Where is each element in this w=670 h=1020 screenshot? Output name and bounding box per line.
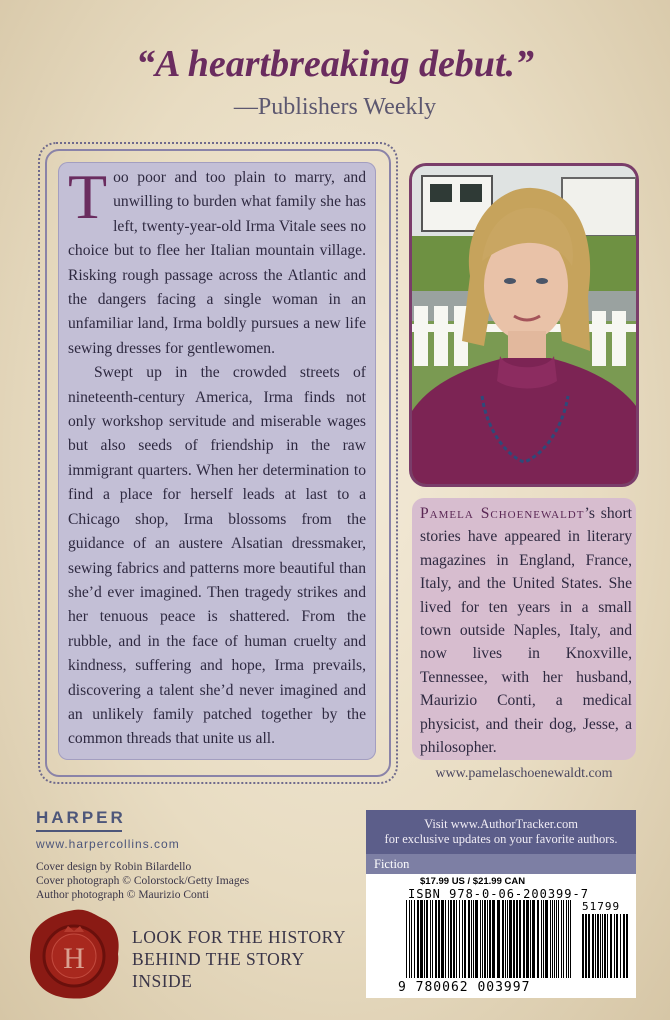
price-label: $17.99 US / $21.99 CAN (420, 876, 526, 887)
barcode-bar (541, 900, 542, 978)
barcode-bar (545, 900, 548, 978)
author-photo-illustration (412, 166, 636, 484)
addon-bar (600, 914, 601, 978)
barcode-bar (570, 900, 571, 978)
review-quote: “A heartbreaking debut.” (136, 43, 534, 85)
barcode-bar (492, 900, 495, 978)
barcode-bar (471, 900, 472, 978)
credit-cover-design: Cover design by Robin Bilardello (36, 861, 192, 873)
barcode-bar (502, 900, 504, 978)
barcode-bar (438, 900, 440, 978)
publisher-logo: HARPER (36, 808, 126, 827)
barcode-bar (426, 900, 428, 978)
barcode-bar (505, 900, 506, 978)
barcode-bar (526, 900, 529, 978)
barcode-bar (462, 900, 463, 978)
addon-bar (597, 914, 599, 978)
publisher-logo-rule (36, 830, 122, 832)
barcode-bar (456, 900, 457, 978)
addon-bar (602, 914, 603, 978)
barcode-bar (482, 900, 483, 978)
addon-bar (582, 914, 584, 978)
wax-seal-icon (26, 906, 122, 1002)
barcode-bar (537, 900, 539, 978)
barcode-bar (430, 900, 431, 978)
summary-paragraph-2: Swept up in the crowded streets of nineteenth-century America, Irma finds not only workshop servitude and miserable wages but also seeds of friendship in the raw immigrant quarters. When her determination to find a place for herself leads at last to a Chicago shop, Irma blossoms from the guidance of an austere Alsatian dressmaker, sewing fabrics and patterns more beautiful than she’d ever imagined. Then tragedy strikes and her tenuous peace is shattered. From the rubble, and in the face of human cruelty and kindness, suffering and hope, Irma prevails, discovering a talent she’d never imagined and an unlikely family patched together by the common threads that unite us all. (68, 364, 366, 748)
author-name: Pamela Schoenewaldt (420, 505, 585, 522)
barcode-bar (516, 900, 518, 978)
author-photo (412, 166, 636, 484)
review-attribution: —Publishers Weekly (233, 94, 437, 120)
author-website-link[interactable]: www.pamelaschoenewaldt.com (435, 766, 613, 781)
barcode-bar (554, 900, 555, 978)
barcode-bar (409, 900, 410, 978)
barcode-bar (441, 900, 444, 978)
history-tagline (132, 926, 346, 992)
seal-letter: H (63, 942, 85, 975)
addon-bar (626, 914, 628, 978)
barcode-bar (530, 900, 531, 978)
barcode-bar (475, 900, 478, 978)
ean-number: 9 780062 003997 (398, 980, 531, 995)
tagline-line-1: LOOK FOR THE HISTORY (132, 927, 347, 947)
barcode-bar (563, 900, 564, 978)
credit-author-photo: Author photograph © Maurizio Conti (36, 889, 209, 901)
addon-bar (610, 914, 612, 978)
barcode-bar (519, 900, 521, 978)
barcode-bar (550, 900, 551, 978)
addon-bar (592, 914, 594, 978)
drop-cap: T (68, 161, 108, 232)
addon-bar (607, 914, 608, 978)
barcode-bar (489, 900, 491, 978)
barcode-bar (497, 900, 500, 978)
barcode-bar (468, 900, 470, 978)
addon-bar (620, 914, 621, 978)
barcode-bar (532, 900, 535, 978)
barcode-bar (561, 900, 562, 978)
summary-paragraph-1 (68, 161, 366, 361)
cover-credits (36, 860, 249, 902)
barcode-bar (406, 900, 407, 978)
publisher-website-link[interactable]: www.harpercollins.com (36, 837, 180, 851)
barcode-bar (464, 900, 466, 978)
tracker-line-1: Visit www.AuthorTracker.com (424, 817, 578, 831)
barcode-bar (556, 900, 557, 978)
barcode-bar (473, 900, 474, 978)
barcode-bar (411, 900, 412, 978)
barcode-bar (484, 900, 486, 978)
barcode-bar (543, 900, 544, 978)
barcode-bar (417, 900, 419, 978)
barcode-bar (552, 900, 553, 978)
barcode-bar (558, 900, 559, 978)
addon-bar (604, 914, 606, 978)
barcode-bar (509, 900, 512, 978)
price-code: 51799 (582, 900, 621, 913)
addon-bar (588, 914, 590, 978)
barcode-bar (523, 900, 525, 978)
summary-text (68, 161, 366, 752)
isbn-label: ISBN 978-0-06-200399-7 (408, 887, 589, 901)
addon-bar (614, 914, 615, 978)
barcode-bar (432, 900, 433, 978)
addon-bar (595, 914, 596, 978)
tagline-line-2: BEHIND THE STORY (132, 949, 305, 969)
barcode-bar (480, 900, 481, 978)
addon-bar (623, 914, 625, 978)
barcode-bar (566, 900, 567, 978)
barcode-bar (435, 900, 437, 978)
barcode-bar (568, 900, 569, 978)
barcode-bar (420, 900, 423, 978)
barcode-bar (453, 900, 455, 978)
tagline-line-3: INSIDE (132, 971, 193, 991)
barcode-bar (487, 900, 488, 978)
barcode-bar (448, 900, 449, 978)
credit-cover-photo: Cover photograph © Colorstock/Getty Images (36, 875, 250, 887)
barcode-bar (459, 900, 460, 978)
author-bio (420, 502, 632, 759)
barcode-bar (445, 900, 446, 978)
authortracker-banner[interactable] (366, 810, 636, 854)
barcode-bar (450, 900, 452, 978)
author-bio-text: ’s short stories have appeared in literary magazines in England, France, Italy, and the United States. She lived for ten years in a small town outside Naples, Italy, and now lives in Knoxville, Tennessee, with her husband, Maurizio Conti, a medical physicist, and their dog, Jesse, a philosopher. (420, 505, 632, 757)
barcode-bar (507, 900, 508, 978)
summary-p1: oo poor and too plain to marry, and unwilling to burden what family she has left, twenty-year-old Irma Vitale sees no choice but to flee her Italian mountain village. Risking rough passage across the Atlantic and the dangers facing a single woman in an unfamiliar land, Irma boldly pursues a new life sewing dresses for gentlewomen. (68, 169, 366, 357)
barcode-bar (414, 900, 415, 978)
addon-bar (585, 914, 587, 978)
tracker-line-2: for exclusive updates on your favorite authors. (384, 832, 618, 846)
addon-bar (616, 914, 618, 978)
category-label: Fiction (366, 854, 636, 874)
barcode-bar (513, 900, 515, 978)
barcode-bar (424, 900, 425, 978)
